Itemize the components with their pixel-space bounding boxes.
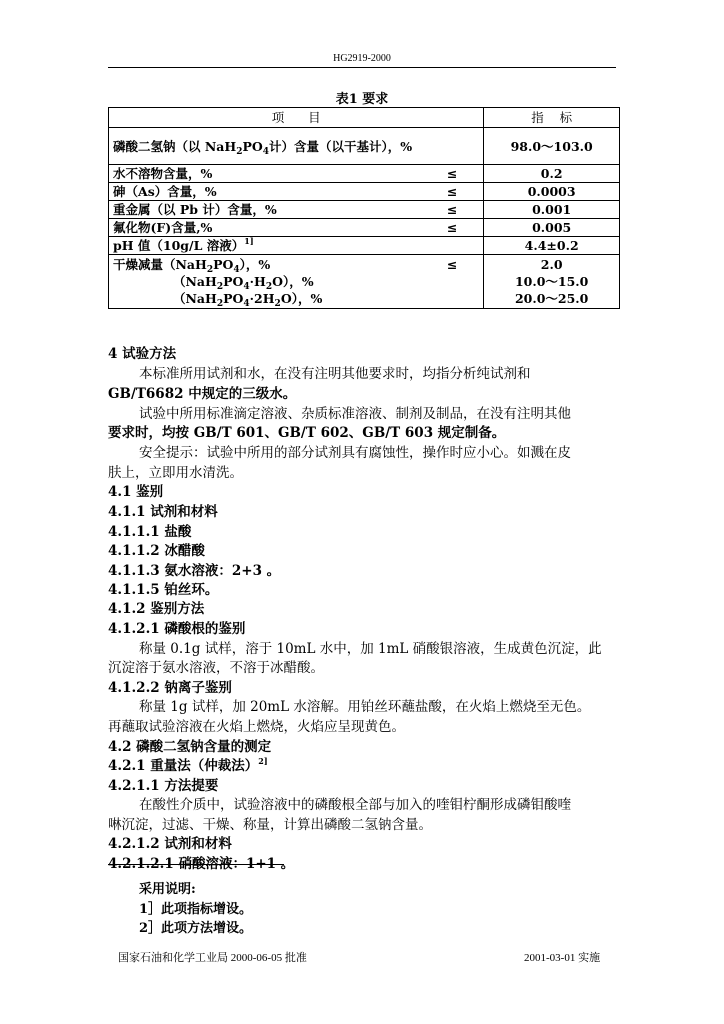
leq-symbol: ≤: [446, 184, 458, 199]
leq-symbol: ≤: [446, 220, 458, 235]
section-heading: 4.2.1.1 方法提要: [108, 778, 219, 794]
item-text: （NaH: [173, 291, 217, 306]
value-cell: 98.0～103.0: [484, 128, 620, 165]
item-text: PO: [213, 257, 234, 272]
requirements-table: [108, 107, 620, 309]
value-cell: 0.2: [484, 165, 620, 183]
footnote-ref: 2]: [258, 756, 268, 766]
table-row: [109, 237, 620, 255]
section-heading: 4.1.1.5 铂丝环。: [108, 582, 219, 598]
value-text: 2.0: [540, 257, 563, 272]
header-rule: [108, 67, 616, 68]
subscript: 4: [233, 265, 240, 275]
value-cell: 0.001: [484, 201, 620, 219]
value-cell: 4.4±0.2: [484, 237, 620, 255]
item-cell: [109, 201, 484, 219]
monohydrate-line: [113, 273, 479, 290]
section-heading: 4.1.1.1 盐酸: [108, 524, 192, 540]
item-text: 氟化物(F)含量,%: [113, 220, 213, 235]
footnote-rule: [108, 864, 284, 865]
subscript: 4: [243, 282, 250, 292]
safety-note-line: 肤上，立即用水清洗。: [108, 465, 243, 481]
section-heading: 4.1.1 试剂和材料: [108, 504, 218, 520]
footnote-item: 1］此项指标增设。: [139, 902, 253, 917]
item-text: PO: [223, 291, 244, 306]
subscript: 2: [206, 265, 214, 275]
footnote-title: 采用说明:: [139, 882, 196, 897]
approval-info: 国家石油和化学工业局 2000-06-05 批准: [118, 952, 307, 964]
value-cell: 0.0003: [484, 183, 620, 201]
subscript: 4: [262, 146, 270, 157]
column-header-value: 指 标: [484, 108, 620, 128]
item-text: ·2H: [249, 291, 275, 306]
subscript: 2: [216, 299, 224, 309]
value-cell: 0.005: [484, 219, 620, 237]
section-heading: 4.2.1.2 试剂和材料: [108, 836, 232, 852]
section-heading: 4.1.2 鉴别方法: [108, 601, 205, 617]
table-row-group: [109, 255, 620, 309]
item-text: 水不溶物含量，%: [113, 166, 213, 181]
paragraph-line: 试验中所用标准滴定溶液、杂质标准溶液、制剂及制品，在没有注明其他: [139, 406, 571, 422]
paragraph-line: 本标准所用试剂和水，在没有注明其他要求时，均指分析纯试剂和: [139, 366, 531, 382]
column-header-item: 项 目: [109, 108, 484, 128]
subscript: 2: [236, 146, 243, 157]
paragraph-line: 再蘸取试验溶液在火焰上燃烧，火焰应呈现黄色。: [108, 719, 405, 735]
section-heading: 4.2 磷酸二氢钠含量的测定: [108, 739, 272, 755]
item-text: ），%: [239, 257, 271, 272]
table-row: [109, 183, 620, 201]
subscript: 2: [216, 282, 224, 292]
section-heading: 4 试验方法: [108, 346, 177, 362]
item-cell: [109, 183, 484, 201]
item-text: 计）含量（以干基计），%: [269, 138, 413, 154]
value-text: 20.0～25.0: [514, 291, 589, 306]
paragraph-line: GB/T6682 中规定的三级水。: [108, 386, 297, 402]
footnote-item: 2］此项方法增设。: [139, 921, 253, 936]
item-text: ·H: [249, 274, 266, 289]
item-cell: [109, 219, 484, 237]
item-cell: [109, 237, 484, 255]
table-header-row: [109, 108, 620, 128]
safety-note-line: 安全提示：试验中所用的部分试剂具有腐蚀性，操作时应小心。如溅在皮: [139, 445, 571, 461]
implementation-date: 2001-03-01 实施: [524, 952, 601, 964]
loss-on-drying-line: [113, 256, 479, 273]
item-text: PO: [242, 138, 263, 154]
item-text: pH 值（10g/L 溶液）: [113, 238, 245, 253]
standard-code: HG2919-2000: [333, 53, 391, 64]
heading-text: 4.2.1 重量法（仲裁法）: [108, 758, 259, 774]
footnote-ref: 1]: [244, 236, 254, 246]
item-text: O），%: [272, 274, 314, 289]
value-text: 10.0～15.0: [514, 274, 589, 289]
item-text: （NaH: [173, 274, 217, 289]
section-heading: 4.1.1.2 冰醋酸: [108, 543, 205, 559]
section-heading: [108, 754, 616, 774]
item-cell: [109, 128, 484, 165]
section-heading: 4.1.2.1 磷酸根的鉴别: [108, 621, 246, 637]
paragraph-line: 称量 0.1g 试样，溶于 10mL 水中，加 1mL 硝酸银溶液，生成黄色沉淀，此: [139, 641, 602, 657]
table-title: 表1 要求: [335, 92, 389, 107]
item-text: 砷（As）含量，%: [113, 184, 217, 199]
leq-symbol: ≤: [446, 166, 458, 181]
paragraph-line: 称量 1g 试样，加 20mL 水溶解。用铂丝环蘸盐酸，在火焰上燃烧至无色。: [139, 699, 591, 715]
item-text: 干燥减量（NaH: [113, 257, 207, 272]
item-text: O），%: [280, 291, 323, 306]
item-text: 重金属（以 Pb 计）含量，%: [113, 202, 277, 217]
subscript: 2: [274, 299, 281, 309]
item-text: 磷酸二氢钠（以 NaH: [113, 138, 237, 154]
item-cell: [109, 255, 484, 309]
section-heading: 4.1 鉴别: [108, 484, 164, 500]
table-row: [109, 128, 620, 165]
dihydrate-line: [113, 290, 479, 307]
table-row: [109, 201, 620, 219]
item-cell: [109, 165, 484, 183]
paragraph-line: 沉淀溶于氨水溶液，不溶于冰醋酸。: [108, 660, 324, 676]
table-row: [109, 165, 620, 183]
leq-symbol: ≤: [446, 202, 458, 217]
table-row: [109, 219, 620, 237]
section-heading: 4.1.2.2 钠离子鉴别: [108, 680, 232, 696]
subscript: 2: [265, 282, 273, 292]
value-cell: [484, 255, 620, 309]
leq-symbol: ≤: [446, 257, 458, 272]
section-heading: 4.1.1.3 氨水溶液：2+3 。: [108, 563, 281, 579]
paragraph-line: 在酸性介质中，试验溶液中的磷酸根全部与加入的喹钼柠酮形成磷钼酸喹: [139, 797, 571, 813]
subscript: 4: [243, 299, 250, 309]
section-heading: 4.2.1.2.1 硝酸溶液：1+1 。: [108, 856, 295, 872]
item-text: PO: [223, 274, 244, 289]
paragraph-line: 要求时，均按 GB/T 601、GB/T 602、GB/T 603 规定制备。: [108, 425, 506, 441]
paragraph-line: 啉沉淀，过滤、干燥、称量，计算出磷酸二氢钠含量。: [108, 817, 432, 833]
